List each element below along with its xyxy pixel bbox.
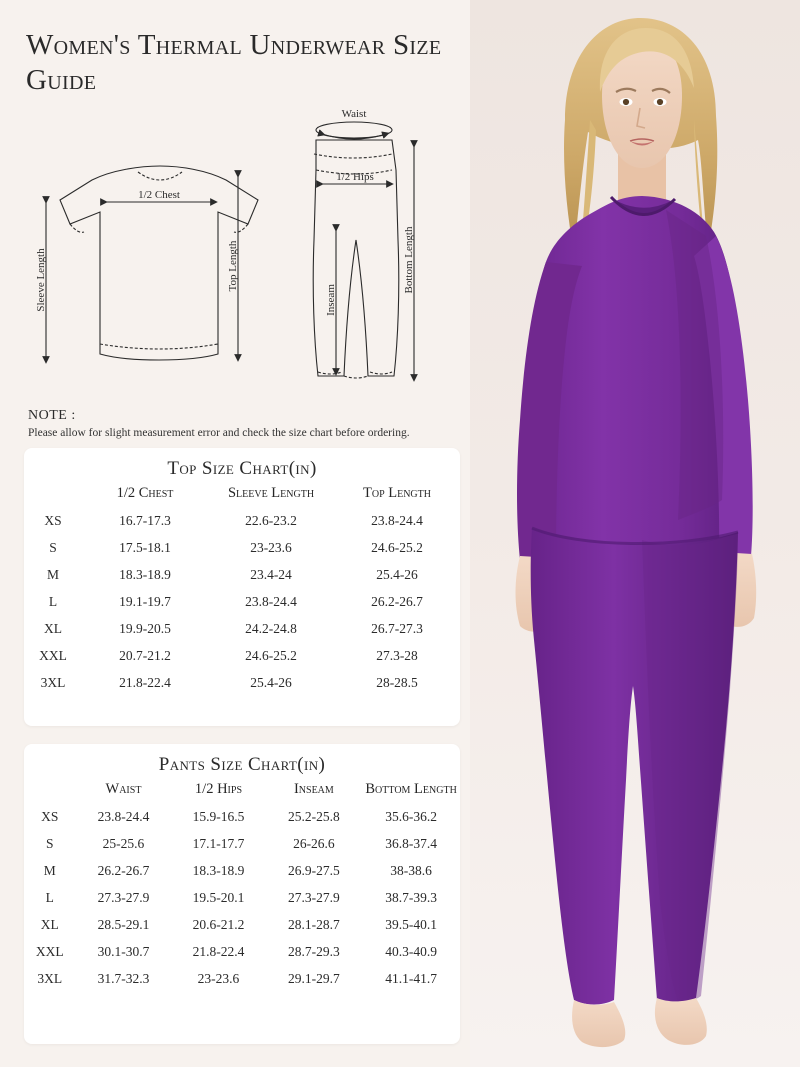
table-row <box>24 561 460 588</box>
cell-value: 38.7-39.3 <box>385 889 437 905</box>
cell-value: 27.3-28 <box>376 647 418 663</box>
cell-size: S <box>49 539 57 555</box>
cell-value: 36.8-37.4 <box>385 835 437 851</box>
table-row <box>24 857 460 884</box>
cell-value: 28.1-28.7 <box>288 916 340 932</box>
cell-value: 21.8-22.4 <box>119 674 171 690</box>
cell-size: 3XL <box>37 970 63 986</box>
table-row <box>24 803 460 830</box>
label-half-chest: 1/2 Chest <box>138 189 180 201</box>
table-header-row <box>24 480 460 507</box>
cell-value: 41.1-41.7 <box>385 970 437 986</box>
cell-value: 23.8-24.4 <box>245 593 297 609</box>
pants-size-chart-table <box>24 776 460 992</box>
cell-value: 25.2-25.8 <box>288 808 340 824</box>
cell-size: XL <box>44 620 62 636</box>
cell-size: XL <box>40 916 59 932</box>
cell-value: 39.5-40.1 <box>385 916 437 932</box>
table-row <box>24 938 460 965</box>
th-bottom-length: Bottom Length <box>365 781 457 797</box>
cell-size: XS <box>44 512 62 528</box>
cell-value: 24.6-25.2 <box>245 647 297 663</box>
cell-value: 27.3-27.9 <box>97 889 150 905</box>
cell-value: 28-28.5 <box>376 674 418 690</box>
cell-value: 15.9-16.5 <box>192 808 245 824</box>
cell-value: 28.5-29.1 <box>97 916 150 932</box>
cell-size: S <box>46 835 54 851</box>
cell-value: 26-26.6 <box>293 835 335 851</box>
table-row <box>24 507 460 534</box>
cell-value: 29.1-29.7 <box>288 970 340 986</box>
cell-size: M <box>43 862 56 878</box>
cell-size: L <box>45 889 54 905</box>
cell-value: 19.9-20.5 <box>119 620 171 636</box>
label-sleeve-length: Sleeve Length <box>35 248 47 312</box>
th-top-length: Top Length <box>362 485 431 501</box>
top-size-chart-card <box>24 448 460 726</box>
cell-value: 19.1-19.7 <box>119 593 171 609</box>
cell-value: 25.4-26 <box>250 674 292 690</box>
cell-size: L <box>48 593 58 609</box>
cell-value: 40.3-40.9 <box>385 943 437 959</box>
th-size <box>24 776 76 803</box>
cell-value: 25-25.6 <box>102 835 145 851</box>
page-title: Women's Thermal Underwear Size Guide <box>26 29 442 97</box>
note-title: NOTE : <box>28 408 76 423</box>
cell-value: 26.7-27.3 <box>371 620 423 636</box>
cell-value: 20.6-21.2 <box>192 916 245 932</box>
table-row <box>24 615 460 642</box>
table-row <box>24 965 460 992</box>
th-half-hips: 1/2 Hips <box>194 781 242 797</box>
th-waist: Waist <box>105 781 142 797</box>
cell-value: 35.6-36.2 <box>385 808 437 824</box>
cell-size: XXL <box>35 943 64 959</box>
cell-value: 23.8-24.4 <box>97 808 150 824</box>
table-row <box>24 911 460 938</box>
cell-value: 18.3-18.9 <box>119 566 171 582</box>
label-inseam: Inseam <box>325 284 337 316</box>
cell-value: 26.9-27.5 <box>288 862 340 878</box>
th-half-chest: 1/2 Chest <box>116 485 174 501</box>
cell-value: 23-23.6 <box>197 970 240 986</box>
table-row <box>24 534 460 561</box>
note-text: Please allow for slight measurement error and check the size chart before ordering. <box>28 427 410 439</box>
cell-size: XS <box>41 808 59 824</box>
pants-size-chart-title: Pants Size Chart(in) <box>158 754 326 775</box>
cell-value: 17.5-18.1 <box>119 539 171 555</box>
cell-size: 3XL <box>40 674 66 690</box>
measurement-diagrams <box>0 100 480 400</box>
cell-value: 23.8-24.4 <box>371 512 423 528</box>
cell-value: 38-38.6 <box>390 862 432 878</box>
th-inseam: Inseam <box>293 781 334 797</box>
cell-value: 24.2-24.8 <box>245 620 297 636</box>
table-row <box>24 588 460 615</box>
cell-value: 20.7-21.2 <box>119 647 171 663</box>
cell-value: 30.1-30.7 <box>97 943 150 959</box>
cell-value: 28.7-29.3 <box>288 943 340 959</box>
cell-value: 23-23.6 <box>250 539 292 555</box>
table-row <box>24 830 460 857</box>
cell-value: 31.7-32.3 <box>97 970 150 986</box>
cell-value: 23.4-24 <box>250 566 292 582</box>
top-size-chart-title: Top Size Chart(in) <box>167 458 317 479</box>
cell-value: 22.6-23.2 <box>245 512 297 528</box>
label-bottom-length: Bottom Length <box>403 226 415 294</box>
model-illustration <box>470 0 800 1067</box>
model-photo <box>470 0 800 1067</box>
cell-value: 26.2-26.7 <box>97 862 150 878</box>
label-waist: Waist <box>341 108 367 120</box>
top-size-chart-table <box>24 480 460 696</box>
label-top-length: Top Length <box>227 240 239 292</box>
table-row <box>24 642 460 669</box>
th-sleeve-length: Sleeve Length <box>227 485 315 501</box>
table-header-row <box>24 776 460 803</box>
table-row <box>24 884 460 911</box>
diagram-svg <box>0 100 480 400</box>
note-block <box>28 408 468 439</box>
cell-value: 18.3-18.9 <box>192 862 245 878</box>
cell-value: 21.8-22.4 <box>192 943 245 959</box>
cell-size: M <box>46 566 59 582</box>
pants-size-chart-card <box>24 744 460 1044</box>
cell-value: 27.3-27.9 <box>288 889 340 905</box>
label-half-hips: 1/2 Hips <box>336 171 374 183</box>
table-row <box>24 669 460 696</box>
cell-value: 16.7-17.3 <box>119 512 171 528</box>
cell-value: 25.4-26 <box>376 566 418 582</box>
th-size <box>24 480 82 507</box>
cell-value: 24.6-25.2 <box>371 539 423 555</box>
cell-value: 17.1-17.7 <box>192 835 245 851</box>
cell-size: XXL <box>39 647 67 663</box>
cell-value: 19.5-20.1 <box>192 889 245 905</box>
cell-value: 26.2-26.7 <box>371 593 423 609</box>
